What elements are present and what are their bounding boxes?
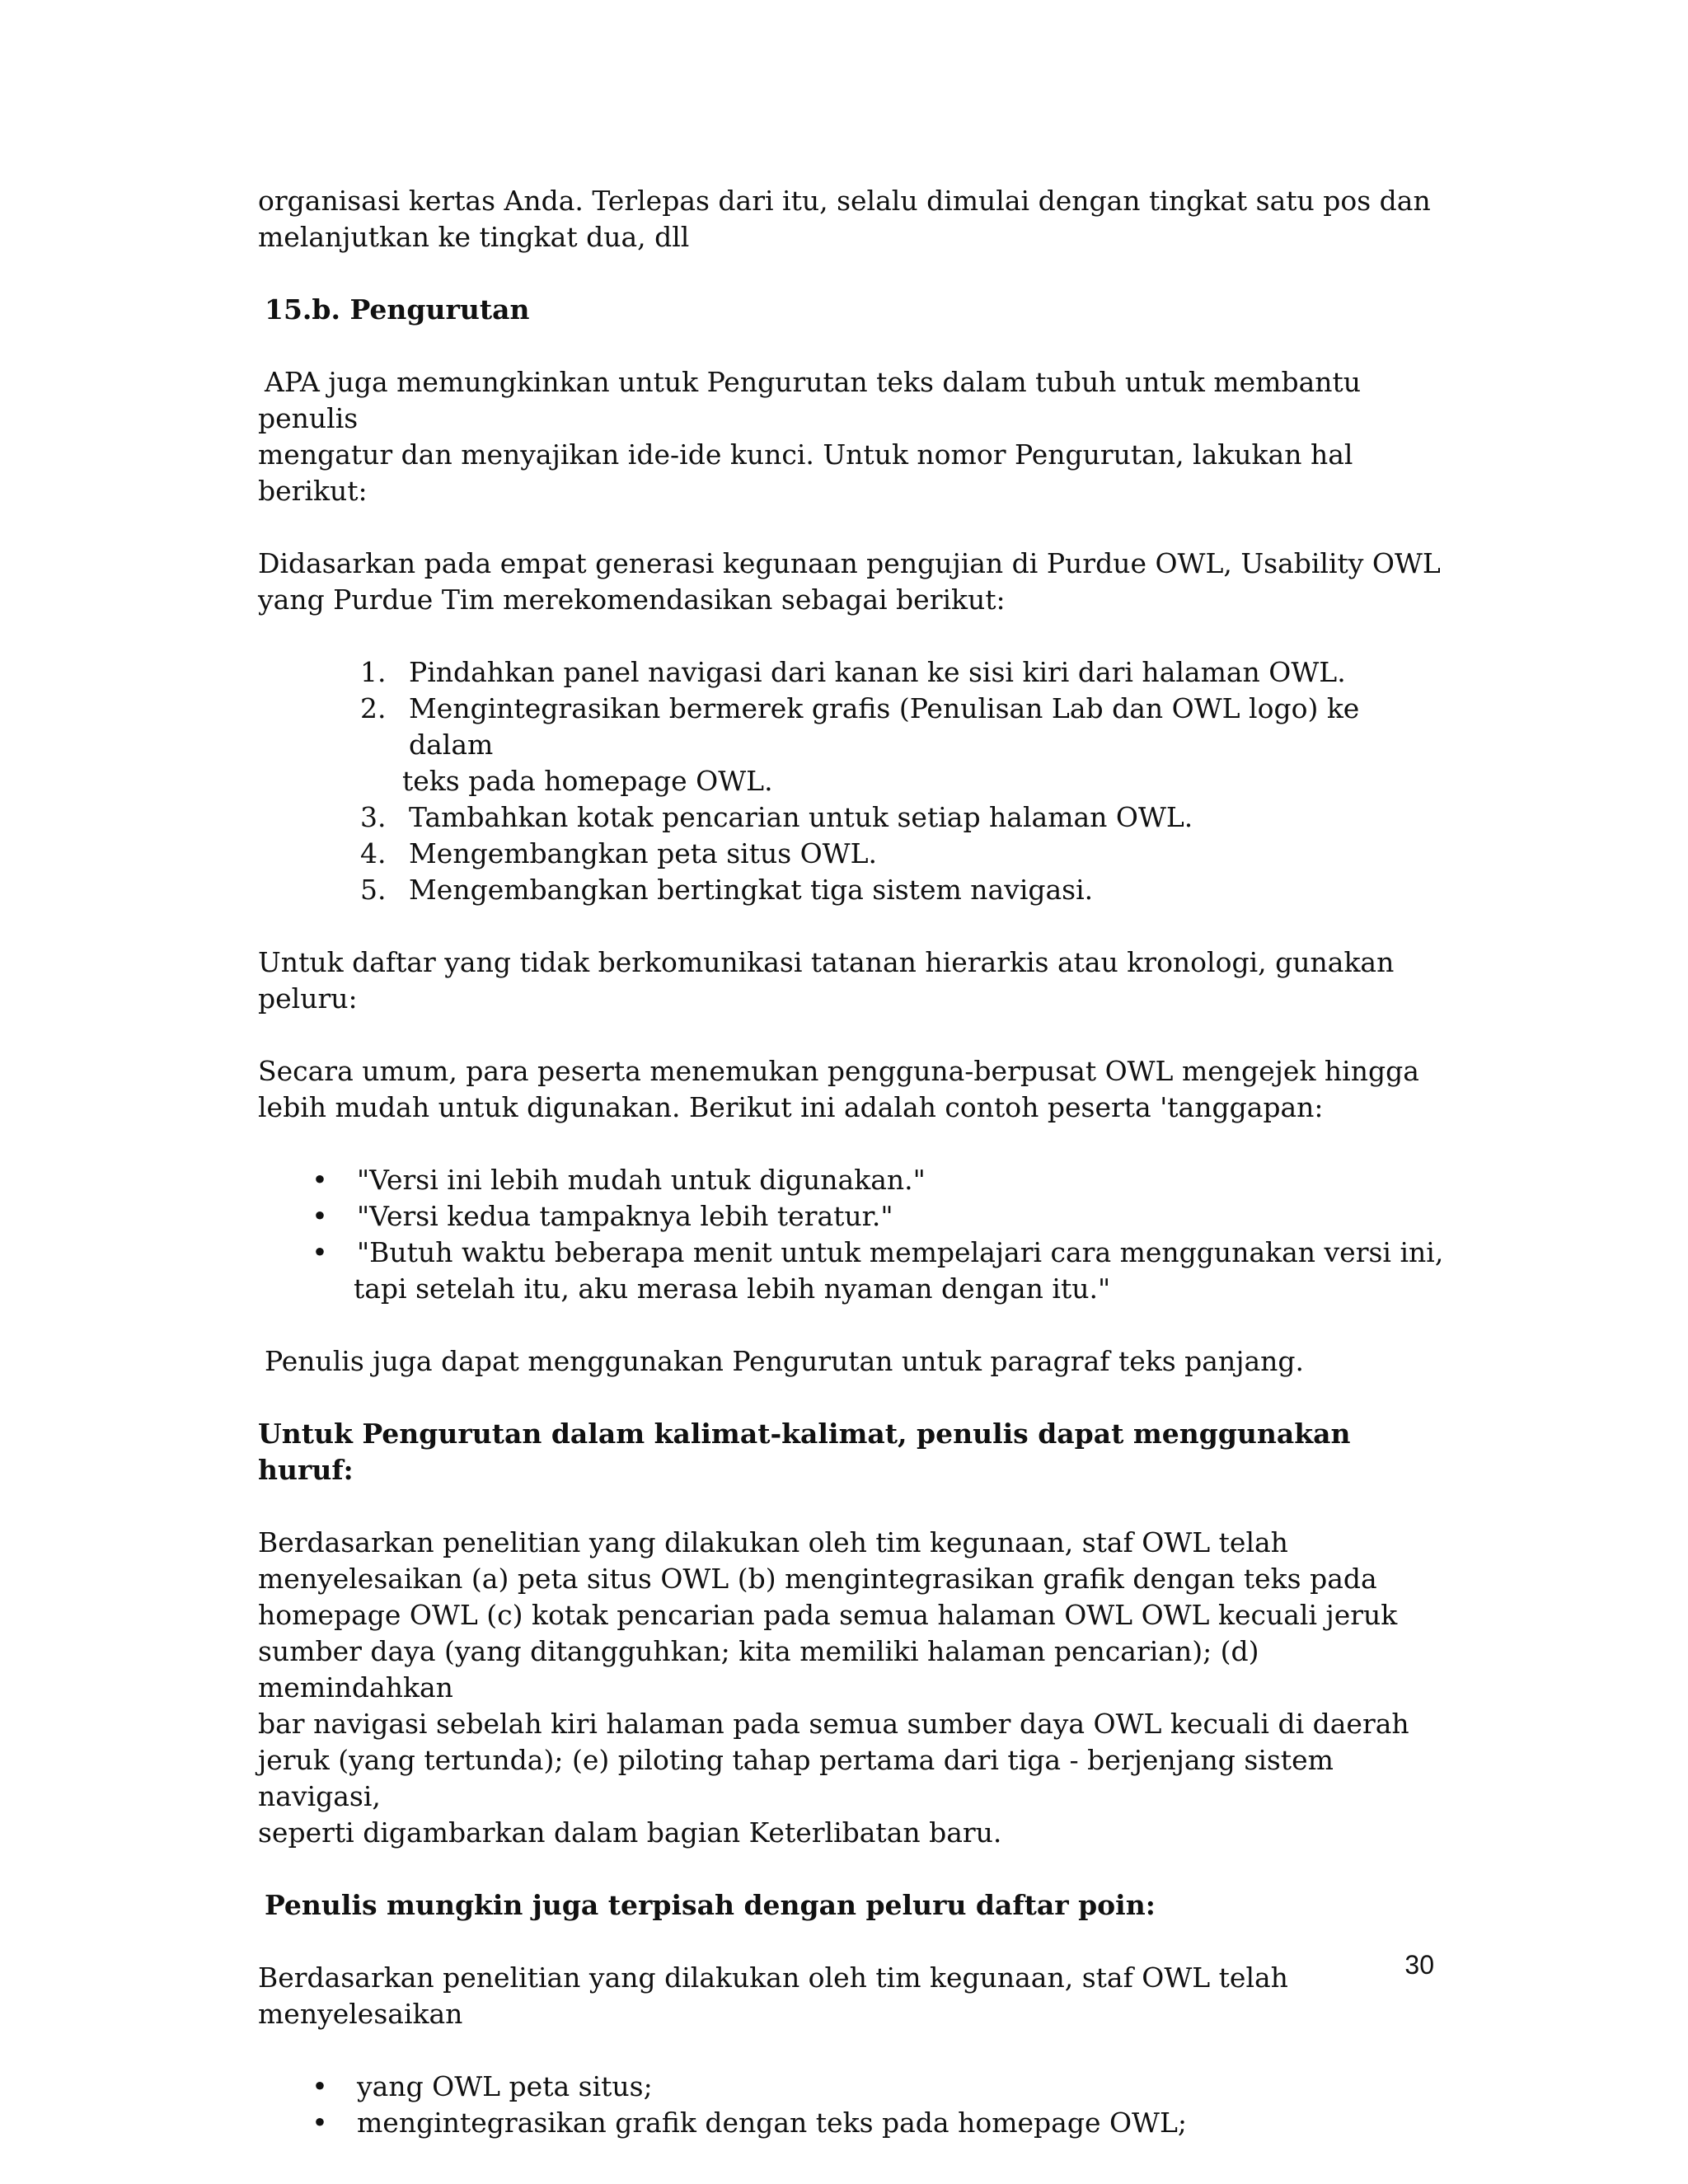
research-paragraph: [258, 1525, 1445, 1851]
long-paragraph-note: Penulis juga dapat menggunakan Pengurutan untuk paragraf teks panjang.: [265, 1345, 1304, 1377]
text-line: organisasi kertas Anda. Terlepas dari itu, selalu dimulai dengan tingkat satu pos dan: [258, 185, 1431, 217]
text-line: melanjutkan ke tingkat dua, dll: [258, 221, 690, 253]
research-paragraph-2: [258, 1960, 1445, 2032]
list-item: [258, 1198, 1445, 1235]
page-content: [258, 183, 1445, 2141]
page-number: 30: [1404, 1950, 1434, 1980]
text-line: menyelesaikan (a) peta situs OWL (b) mengintegrasikan grafik dengan teks pada: [258, 1563, 1377, 1595]
list-number: 3.: [360, 801, 387, 833]
text-line: mengatur dan menyajikan ide-ide kunci. Untuk nomor Pengurutan, lakukan hal berikut:: [258, 438, 1353, 507]
list-item: [258, 872, 1445, 908]
list-item-text: Tambahkan kotak pencarian untuk setiap halaman OWL.: [409, 801, 1193, 833]
bullet-list: [258, 1162, 1445, 1307]
list-item-text: yang OWL peta situs;: [357, 2070, 653, 2102]
text-line: Untuk daftar yang tidak berkomunikasi tatanan hierarkis atau kronologi, gunakan: [258, 946, 1395, 978]
text-line: Didasarkan pada empat generasi kegunaan pengujian di Purdue OWL, Usability OWL: [258, 547, 1441, 579]
list-item-text: Mengembangkan peta situs OWL.: [409, 837, 877, 869]
text-line: jeruk (yang tertunda); (e) piloting tahap pertama dari tiga - berjenjang sistem navigasi,: [258, 1744, 1334, 1812]
text-line: seperti digambarkan dalam bagian Keterlibatan baru.: [258, 1816, 1002, 1849]
list-item-text: Mengembangkan bertingkat tiga sistem navigasi.: [409, 874, 1094, 906]
bullets-heading: Penulis mungkin juga terpisah dengan peluru daftar poin:: [265, 1889, 1156, 1921]
intro-paragraph: [258, 183, 1445, 255]
list-number: 1.: [360, 656, 387, 688]
list-item-text: Pindahkan panel navigasi dari kanan ke sisi kiri dari halaman OWL.: [409, 656, 1346, 688]
text-line: APA juga memungkinkan untuk Pengurutan teks dalam tubuh untuk membantu penulis: [258, 366, 1362, 434]
text-line: yang Purdue Tim merekomendasikan sebagai berikut:: [258, 583, 1006, 616]
list-item: [258, 836, 1445, 872]
list-item-text: Mengintegrasikan bermerek grafis (Penulisan Lab dan OWL logo) ke dalam: [409, 692, 1360, 761]
text-line: peluru:: [258, 982, 358, 1015]
list-item: [258, 1235, 1445, 1307]
text-line: Secara umum, para peserta menemukan pengguna-berpusat OWL mengejek hingga: [258, 1055, 1419, 1087]
section-heading: 15.b. Pengurutan: [265, 293, 530, 326]
general-paragraph: [258, 1053, 1445, 1126]
bullet-list-2: [258, 2069, 1445, 2141]
list-item-text: "Versi ini lebih mudah untuk digunakan.": [357, 1164, 926, 1196]
list-item: [258, 654, 1445, 691]
list-item: [258, 2105, 1445, 2141]
text-line: Berdasarkan penelitian yang dilakukan oleh tim kegunaan, staf OWL telah: [258, 1961, 1288, 1994]
list-number: 5.: [360, 874, 387, 906]
list-item-text-continued: tapi setelah itu, aku merasa lebih nyaman dengan itu.": [354, 1272, 1111, 1305]
numbered-list: [258, 654, 1445, 908]
text-line: lebih mudah untuk digunakan. Berikut ini adalah contoh peserta 'tanggapan:: [258, 1091, 1324, 1123]
list-number: 2.: [360, 692, 387, 724]
bullet-icon: •: [312, 1200, 328, 1232]
bullets-intro-paragraph: [258, 944, 1445, 1017]
text-line: Berdasarkan penelitian yang dilakukan oleh tim kegunaan, staf OWL telah: [258, 1526, 1288, 1558]
list-item-text: mengintegrasikan grafik dengan teks pada homepage OWL;: [357, 2107, 1187, 2139]
text-line: sumber daya (yang ditangguhkan; kita memiliki halaman pencarian); (d) memindahkan: [258, 1635, 1259, 1704]
purdue-paragraph: [258, 546, 1445, 618]
list-item: [258, 799, 1445, 836]
bullet-icon: •: [312, 2070, 328, 2102]
bullet-icon: •: [312, 1236, 328, 1268]
list-number: 4.: [360, 837, 387, 869]
bullet-icon: •: [312, 2107, 328, 2139]
list-item-text: "Butuh waktu beberapa menit untuk mempelajari cara menggunakan versi ini,: [357, 1236, 1444, 1268]
list-item-text: "Versi kedua tampaknya lebih teratur.": [357, 1200, 893, 1232]
list-item: [258, 1162, 1445, 1198]
text-line: homepage OWL (c) kotak pencarian pada semua halaman OWL OWL kecuali jeruk: [258, 1599, 1398, 1631]
text-line: menyelesaikan: [258, 1998, 463, 2030]
letters-heading: Untuk Pengurutan dalam kalimat-kalimat, penulis dapat menggunakan huruf:: [258, 1418, 1351, 1486]
list-item: [258, 2069, 1445, 2105]
list-item-text-continued: teks pada homepage OWL.: [402, 765, 773, 797]
list-item: [258, 691, 1445, 799]
bullet-icon: •: [312, 1164, 328, 1196]
text-line: bar navigasi sebelah kiri halaman pada semua sumber daya OWL kecuali di daerah: [258, 1708, 1409, 1740]
apa-paragraph: [258, 364, 1445, 509]
